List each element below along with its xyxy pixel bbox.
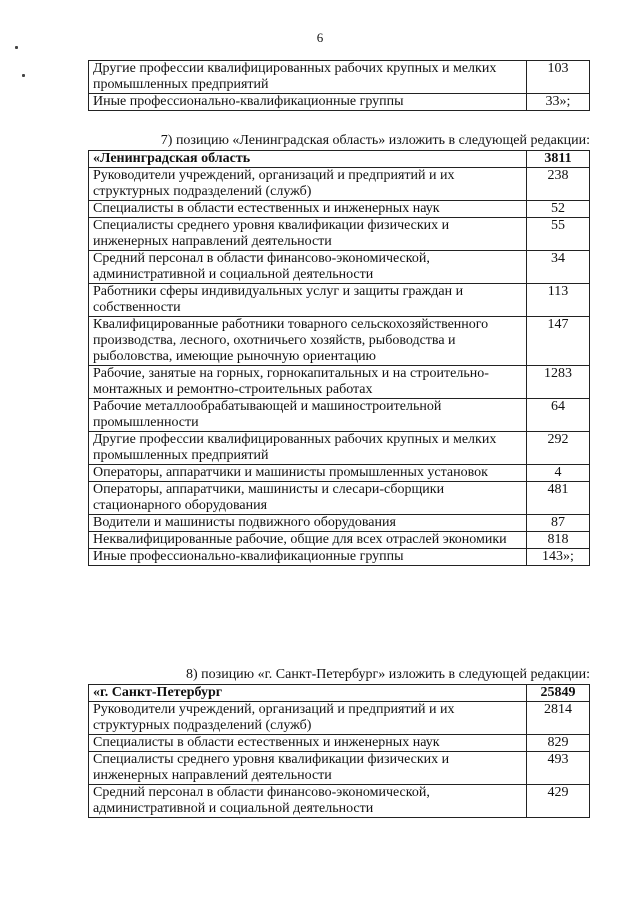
row-label: Специалисты среднего уровня квалификации физических и инженерных направлений деятельности bbox=[89, 218, 527, 251]
table-row bbox=[89, 482, 590, 515]
row-value: 103 bbox=[527, 61, 590, 94]
table-row bbox=[89, 317, 590, 366]
row-value: 481 bbox=[527, 482, 590, 515]
row-value: 292 bbox=[527, 432, 590, 465]
saint-petersburg-table bbox=[88, 684, 590, 818]
row-label: Другие профессии квалифицированных рабочих крупных и мелких промышленных предприятий bbox=[89, 432, 527, 465]
row-label: Иные профессионально-квалификационные группы bbox=[89, 549, 527, 566]
table-row bbox=[89, 532, 590, 549]
leningrad-table bbox=[88, 150, 590, 566]
table-header-row bbox=[89, 151, 590, 168]
table-row bbox=[89, 94, 590, 111]
row-value: 147 bbox=[527, 317, 590, 366]
row-value: 143»; bbox=[527, 549, 590, 566]
row-value: 829 bbox=[527, 735, 590, 752]
table-row bbox=[89, 218, 590, 251]
row-value: 34 bbox=[527, 251, 590, 284]
row-value: 64 bbox=[527, 399, 590, 432]
row-value: 1283 bbox=[527, 366, 590, 399]
scan-mark bbox=[22, 74, 25, 77]
row-value: 52 bbox=[527, 201, 590, 218]
row-value: 87 bbox=[527, 515, 590, 532]
table-row bbox=[89, 251, 590, 284]
table-row bbox=[89, 432, 590, 465]
table-row bbox=[89, 61, 590, 94]
row-label: Иные профессионально-квалификационные группы bbox=[89, 94, 527, 111]
row-label: Средний персонал в области финансово-экономической, административной и социальной деятельности bbox=[89, 785, 527, 818]
row-label: Водители и машинисты подвижного оборудования bbox=[89, 515, 527, 532]
row-label: Неквалифицированные рабочие, общие для всех отраслей экономики bbox=[89, 532, 527, 549]
row-value: 493 bbox=[527, 752, 590, 785]
table-row bbox=[89, 785, 590, 818]
row-value: 2814 bbox=[527, 702, 590, 735]
row-label: Специалисты среднего уровня квалификации физических и инженерных направлений деятельности bbox=[89, 752, 527, 785]
row-label: Квалифицированные работники товарного сельскохозяйственного производства, лесного, охотничьего хозяйств, рыбоводства и рыболовства, имеющие рыночную ориентацию bbox=[89, 317, 527, 366]
row-value: 238 bbox=[527, 168, 590, 201]
row-label: Рабочие металлообрабатывающей и машиностроительной промышленности bbox=[89, 399, 527, 432]
table-row bbox=[89, 549, 590, 566]
table-row bbox=[89, 515, 590, 532]
row-value: 4 bbox=[527, 465, 590, 482]
scan-mark bbox=[15, 46, 18, 49]
table-row bbox=[89, 702, 590, 735]
region-total: 25849 bbox=[527, 685, 590, 702]
table-row bbox=[89, 366, 590, 399]
region-total: 3811 bbox=[527, 151, 590, 168]
row-label: Специалисты в области естественных и инженерных наук bbox=[89, 735, 527, 752]
row-value: 113 bbox=[527, 284, 590, 317]
table-row bbox=[89, 201, 590, 218]
region-name: «г. Санкт-Петербург bbox=[89, 685, 527, 702]
table-row bbox=[89, 735, 590, 752]
row-label: Руководители учреждений, организаций и предприятий и их структурных подразделений (служб) bbox=[89, 702, 527, 735]
table-row bbox=[89, 752, 590, 785]
row-label: Операторы, аппаратчики, машинисты и слесари-сборщики стационарного оборудования bbox=[89, 482, 527, 515]
table-header-row bbox=[89, 685, 590, 702]
table-row bbox=[89, 168, 590, 201]
row-label: Операторы, аппаратчики и машинисты промышленных установок bbox=[89, 465, 527, 482]
table-row bbox=[89, 399, 590, 432]
section-8-intro: 8) позицию «г. Санкт-Петербург» изложить в следующей редакции: bbox=[186, 667, 590, 682]
row-value: 429 bbox=[527, 785, 590, 818]
row-label: Специалисты в области естественных и инженерных наук bbox=[89, 201, 527, 218]
row-value: 818 bbox=[527, 532, 590, 549]
row-label: Работники сферы индивидуальных услуг и защиты граждан и собственности bbox=[89, 284, 527, 317]
page-number: 6 bbox=[316, 30, 324, 45]
row-label: Средний персонал в области финансово-экономической, административной и социальной деятельности bbox=[89, 251, 527, 284]
continuation-table bbox=[88, 60, 590, 111]
row-value: 55 bbox=[527, 218, 590, 251]
row-label: Рабочие, занятые на горных, горнокапитальных и на строительно-монтажных и ремонтно-строительных работах bbox=[89, 366, 527, 399]
row-value: 33»; bbox=[527, 94, 590, 111]
row-label: Руководители учреждений, организаций и предприятий и их структурных подразделений (служб) bbox=[89, 168, 527, 201]
table-row bbox=[89, 284, 590, 317]
table-row bbox=[89, 465, 590, 482]
region-name: «Ленинградская область bbox=[89, 151, 527, 168]
section-7-intro: 7) позицию «Ленинградская область» изложить в следующей редакции: bbox=[160, 133, 590, 148]
row-label: Другие профессии квалифицированных рабочих крупных и мелких промышленных предприятий bbox=[89, 61, 527, 94]
